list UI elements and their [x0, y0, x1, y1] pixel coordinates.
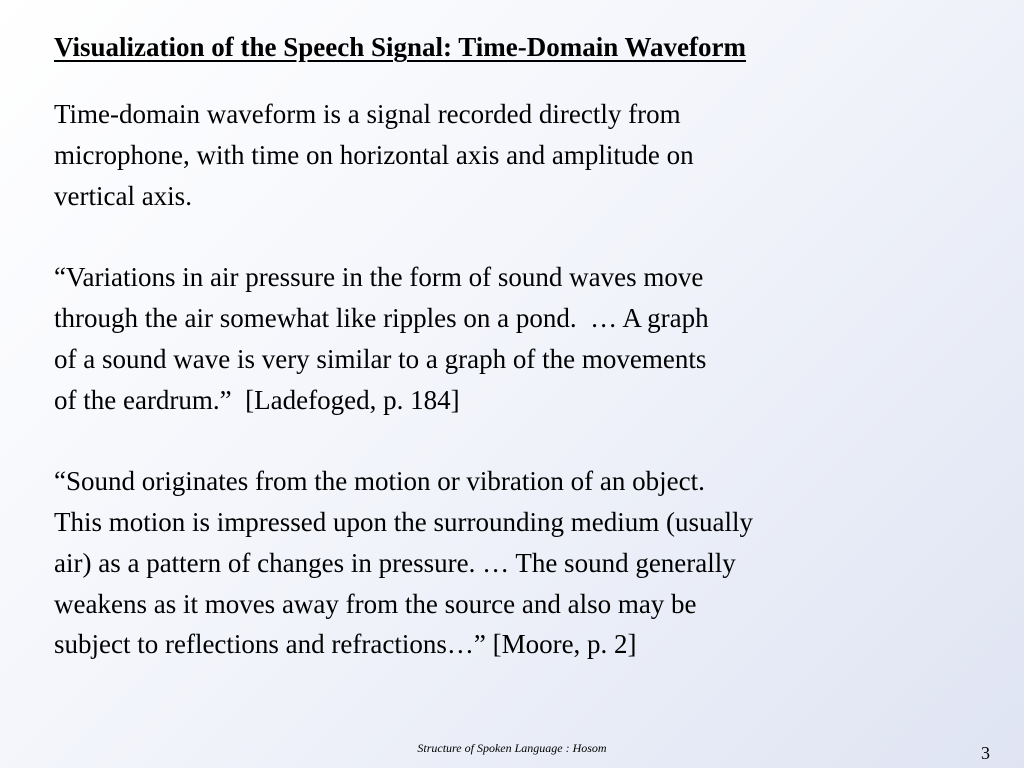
text-line: air) as a pattern of changes in pressure. … The sound generally — [54, 547, 736, 578]
text-line: Time-domain waveform is a signal recorded directly from — [54, 99, 681, 129]
text-line: weakens as it moves away from the source and also may be — [54, 588, 697, 619]
slide-title: Visualization of the Speech Signal: Time-Domain Waveform — [54, 32, 747, 62]
text-line: subject to reflections and refractions…” [Moore, p. 2] — [54, 629, 637, 660]
page-number: 3 — [981, 743, 990, 763]
text-line: microphone, with time on horizontal axis and amplitude on — [54, 139, 694, 170]
paragraph-spacer — [54, 216, 974, 257]
text-line: of the eardrum.” [Ladefoged, p. 184] — [54, 384, 460, 415]
paragraph-ladefoged-quote — [54, 257, 974, 420]
text-line: This motion is impressed upon the surrounding medium (usually — [54, 506, 753, 537]
slide-footer: Structure of Spoken Language : Hosom — [417, 741, 607, 755]
text-line: “Variations in air pressure in the form of sound waves move — [54, 262, 704, 293]
paragraph-definition — [54, 94, 974, 216]
text-line: vertical axis. — [54, 180, 192, 211]
slide-body — [54, 94, 974, 665]
text-line: “Sound originates from the motion or vibration of an object. — [54, 466, 705, 497]
paragraph-spacer — [54, 420, 974, 461]
paragraph-moore-quote — [54, 461, 974, 665]
text-line: through the air somewhat like ripples on a pond. … A graph — [54, 302, 709, 333]
text-line: of a sound wave is very similar to a graph of the movements — [54, 343, 707, 374]
